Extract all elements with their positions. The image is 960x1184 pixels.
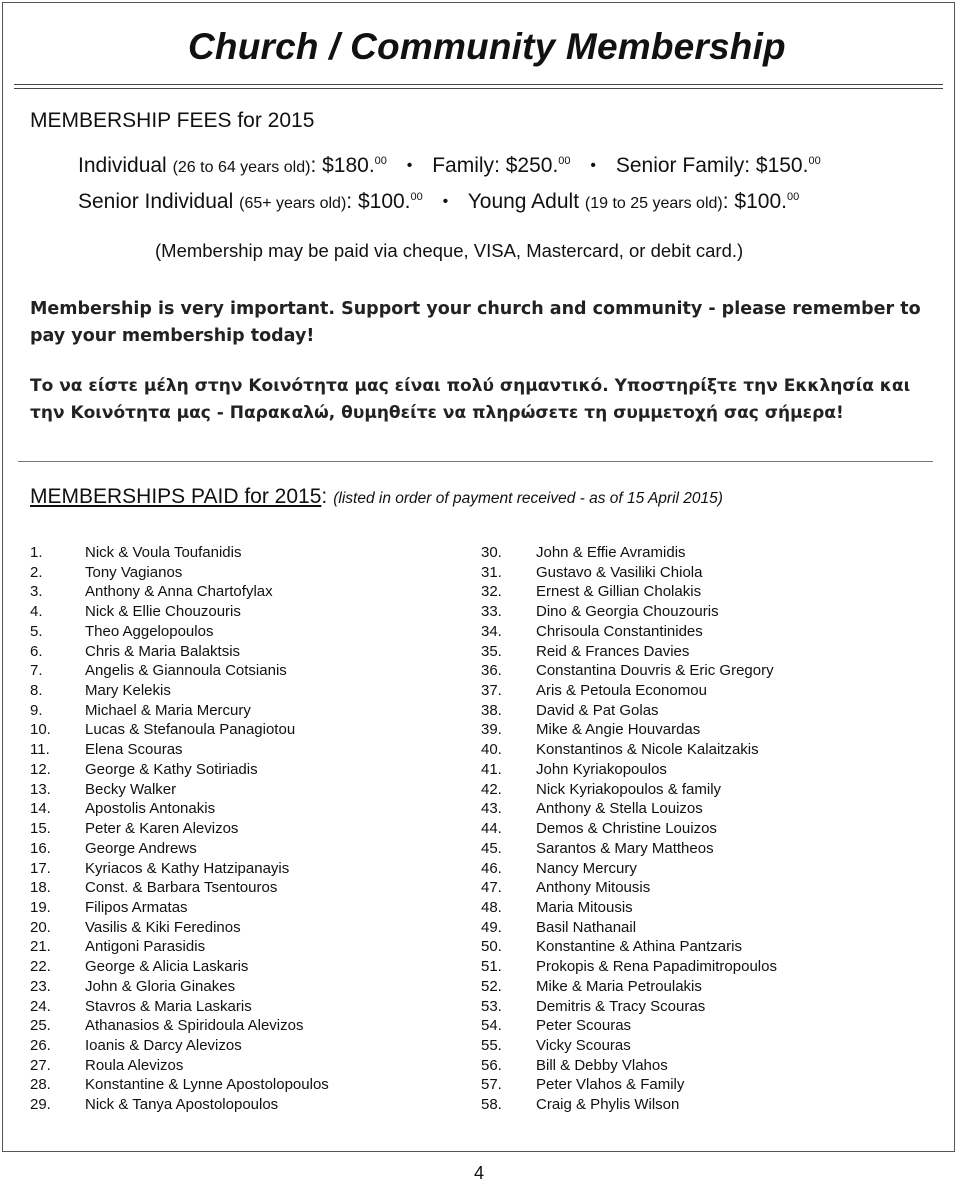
member-number: 52. [481, 977, 502, 995]
member-number: 4. [30, 603, 43, 621]
member-number: 21. [30, 938, 51, 956]
fee-family: Family: $250.00 [432, 154, 571, 177]
member-entry [30, 1036, 329, 1056]
member-name: Anthony & Stella Louizos [536, 800, 703, 818]
member-number: 45. [481, 839, 502, 857]
member-name: Nick Kyriakopoulos & family [536, 780, 722, 798]
member-name: Bill & Debby Vlahos [536, 1056, 668, 1074]
member-number: 28. [30, 1076, 51, 1094]
member-name: Peter Vlahos & Family [536, 1076, 685, 1094]
member-entry [481, 543, 777, 563]
member-entry [481, 799, 777, 819]
importance-paragraph-greek: Το να είστε μέλη στην Κοινότητα μας είναι πολύ σημαντικό. Υποστηρίξτε την Εκκλησία και την Κοινότητα μας - Παρακαλώ, θυμηθείτε να πληρώσετε τη συμμετοχή σας σήμερα! [30, 376, 911, 423]
member-entry [481, 1056, 777, 1076]
member-number: 55. [481, 1036, 502, 1054]
member-number: 38. [481, 701, 502, 719]
member-entry [481, 918, 777, 938]
member-name: George Andrews [85, 839, 197, 857]
members-list-right [481, 543, 777, 1115]
member-entry [481, 780, 777, 800]
member-name: Elena Scouras [85, 741, 183, 759]
member-entry [30, 582, 329, 602]
member-number: 9. [30, 701, 43, 719]
member-name: Ioanis & Darcy Alevizos [85, 1036, 242, 1054]
member-entry [481, 760, 777, 780]
member-entry [481, 1036, 777, 1056]
member-name: Maria Mitousis [536, 898, 633, 916]
page-number: 4 [474, 1163, 485, 1183]
member-number: 50. [481, 938, 502, 956]
member-number: 30. [481, 544, 502, 561]
member-name: Konstantinos & Nicole Kalaitzakis [536, 741, 759, 759]
member-number: 46. [481, 859, 502, 877]
member-name: Anthony & Anna Chartofylax [85, 583, 273, 601]
member-number: 14. [30, 800, 51, 818]
member-entry [30, 859, 329, 879]
title-divider [14, 84, 943, 89]
member-name: Reid & Frances Davies [536, 642, 690, 660]
bullet-separator: • [590, 157, 596, 174]
member-name: Prokopis & Rena Papadimitropoulos [536, 958, 777, 976]
member-number: 44. [481, 820, 502, 838]
member-number: 51. [481, 958, 502, 976]
member-number: 31. [481, 563, 502, 581]
member-entry [30, 1016, 329, 1036]
member-name: Nancy Mercury [536, 859, 637, 877]
member-number: 19. [30, 898, 51, 916]
member-entry [30, 918, 329, 938]
member-number: 42. [481, 780, 502, 798]
member-entry [30, 661, 329, 681]
member-entry [481, 642, 777, 662]
member-name: John & Effie Avramidis [536, 544, 686, 561]
member-number: 2. [30, 563, 43, 581]
member-name: Craig & Phylis Wilson [536, 1096, 680, 1114]
member-name: Michael & Maria Mercury [85, 701, 251, 719]
member-entry [30, 543, 329, 563]
member-number: 17. [30, 859, 51, 877]
member-entry [30, 1056, 329, 1076]
member-number: 32. [481, 583, 502, 601]
member-entry [481, 740, 777, 760]
member-number: 58. [481, 1096, 502, 1114]
member-number: 47. [481, 879, 502, 897]
member-number: 13. [30, 780, 51, 798]
member-number: 22. [30, 958, 51, 976]
member-entry [30, 957, 329, 977]
member-name: Dino & Georgia Chouzouris [536, 603, 719, 621]
member-entry [481, 661, 777, 681]
member-entry [30, 760, 329, 780]
member-number: 11. [30, 741, 50, 759]
member-name: Tony Vagianos [85, 563, 183, 581]
member-entry [30, 839, 329, 859]
member-name: Demos & Christine Louizos [536, 820, 717, 838]
member-name: Nick & Ellie Chouzouris [85, 603, 241, 621]
member-name: John Kyriakopoulos [536, 760, 667, 778]
member-number: 12. [30, 760, 51, 778]
member-name: Antigoni Parasidis [85, 938, 206, 956]
member-name: Basil Nathanail [536, 918, 637, 936]
member-entry [481, 563, 777, 583]
member-number: 8. [30, 682, 43, 700]
member-entry [30, 1075, 329, 1095]
member-entry [30, 602, 329, 622]
member-name: Chrisoula Constantinides [536, 622, 703, 640]
member-name: Chris & Maria Balaktsis [85, 642, 241, 660]
member-entry [481, 878, 777, 898]
member-name: Sarantos & Mary Mattheos [536, 839, 714, 857]
member-name: Angelis & Giannoula Cotsianis [85, 662, 287, 680]
member-number: 39. [481, 721, 502, 739]
member-name: Lucas & Stefanoula Panagiotou [85, 721, 296, 739]
member-name: Becky Walker [85, 780, 177, 798]
members-list-left [30, 543, 329, 1115]
member-number: 27. [30, 1056, 51, 1074]
member-entry [481, 602, 777, 622]
member-number: 56. [481, 1056, 502, 1074]
paid-heading: MEMBERSHIPS PAID for 2015: (listed in order of payment received - as of 15 April 2015) [30, 485, 723, 508]
member-number: 35. [481, 642, 502, 660]
member-entry [481, 819, 777, 839]
member-name: Peter Scouras [536, 1017, 632, 1035]
member-number: 34. [481, 622, 502, 640]
member-number: 29. [30, 1096, 51, 1114]
member-number: 20. [30, 918, 51, 936]
member-entry [30, 1095, 329, 1115]
fee-line-2 [78, 190, 799, 214]
member-entry [30, 780, 329, 800]
fees-heading: MEMBERSHIP FEES for 2015 [30, 109, 315, 132]
member-entry [30, 740, 329, 760]
member-entry [481, 937, 777, 957]
member-name: Athanasios & Spiridoula Alevizos [85, 1017, 304, 1035]
member-number: 40. [481, 741, 502, 759]
fee-young-adult: Young Adult (19 to 25 years old): $100.00 [467, 190, 800, 213]
member-number: 37. [481, 682, 502, 700]
member-entry [481, 1075, 777, 1095]
member-number: 26. [30, 1036, 51, 1054]
member-name: Kyriacos & Kathy Hatzipanayis [85, 859, 290, 877]
section-divider [18, 461, 933, 462]
member-number: 5. [30, 622, 43, 640]
member-number: 24. [30, 997, 51, 1015]
member-name: Gustavo & Vasiliki Chiola [536, 563, 703, 581]
member-number: 53. [481, 997, 502, 1015]
member-number: 3. [30, 583, 43, 601]
member-number: 10. [30, 721, 51, 739]
fee-senior-individual: Senior Individual (65+ years old): $100.00 [78, 190, 423, 213]
member-number: 54. [481, 1017, 502, 1035]
member-name: Peter & Karen Alevizos [85, 820, 239, 838]
member-entry [481, 898, 777, 918]
paid-heading-note: (listed in order of payment received - as of 15 April 2015) [333, 490, 723, 507]
member-entry [30, 720, 329, 740]
member-number: 33. [481, 603, 502, 621]
member-number: 48. [481, 898, 502, 916]
fee-senior-family: Senior Family: $150.00 [615, 154, 821, 177]
member-name: Aris & Petoula Economou [536, 682, 707, 700]
member-entry [481, 957, 777, 977]
member-entry [30, 642, 329, 662]
member-name: Theo Aggelopoulos [85, 622, 214, 640]
member-entry [30, 819, 329, 839]
member-name: Vasilis & Kiki Feredinos [85, 918, 241, 936]
member-entry [30, 799, 329, 819]
member-name: Const. & Barbara Tsentouros [85, 879, 278, 897]
member-entry [481, 720, 777, 740]
member-entry [30, 681, 329, 701]
member-name: Ernest & Gillian Cholakis [536, 583, 702, 601]
member-entry [30, 997, 329, 1017]
bullet-separator: • [406, 157, 413, 174]
member-entry [30, 701, 329, 721]
member-name: Vicky Scouras [536, 1036, 631, 1054]
member-number: 49. [481, 918, 502, 936]
member-entry [30, 878, 329, 898]
member-entry [30, 977, 329, 997]
member-number: 16. [30, 839, 51, 857]
member-name: Apostolis Antonakis [85, 800, 216, 818]
member-entry [481, 582, 777, 602]
member-entry [30, 622, 329, 642]
member-number: 41. [481, 760, 502, 778]
member-name: Mary Kelekis [85, 682, 171, 700]
member-number: 25. [30, 1017, 51, 1035]
member-number: 7. [30, 662, 43, 680]
member-name: Filipos Armatas [85, 898, 188, 916]
member-name: George & Alicia Laskaris [85, 958, 249, 976]
member-name: Constantina Douvris & Eric Gregory [536, 662, 774, 680]
member-entry [481, 997, 777, 1017]
member-name: Anthony Mitousis [536, 879, 651, 897]
bullet-separator: • [442, 193, 449, 210]
member-number: 23. [30, 977, 51, 995]
member-entry [30, 937, 329, 957]
member-name: John & Gloria Ginakes [85, 977, 236, 995]
fee-line-1 [78, 154, 821, 178]
member-name: Nick & Tanya Apostolopoulos [85, 1096, 279, 1114]
payment-methods-note: (Membership may be paid via cheque, VISA, Mastercard, or debit card.) [155, 240, 744, 261]
member-number: 43. [481, 800, 502, 818]
member-entry [30, 898, 329, 918]
member-entry [481, 1016, 777, 1036]
member-name: George & Kathy Sotiriadis [85, 760, 258, 778]
member-entry [481, 622, 777, 642]
member-name: Stavros & Maria Laskaris [85, 997, 252, 1015]
member-name: Mike & Maria Petroulakis [536, 977, 702, 995]
page-title: Church / Community Membership [188, 26, 786, 67]
member-entry [481, 701, 777, 721]
member-number: 18. [30, 879, 51, 897]
member-number: 36. [481, 662, 502, 680]
member-name: Konstantine & Lynne Apostolopoulos [85, 1076, 329, 1094]
paid-heading-title: MEMBERSHIPS PAID for 2015 [30, 485, 322, 508]
member-name: David & Pat Golas [536, 701, 659, 719]
fee-individual: Individual (26 to 64 years old): $180.00 [78, 154, 387, 177]
member-number: 1. [30, 544, 43, 561]
member-name: Nick & Voula Toufanidis [85, 544, 242, 561]
member-entry [481, 1095, 777, 1115]
member-number: 57. [481, 1076, 502, 1094]
member-entry [481, 977, 777, 997]
member-entry [481, 859, 777, 879]
member-entry [481, 839, 777, 859]
member-name: Roula Alevizos [85, 1056, 184, 1074]
member-entry [30, 563, 329, 583]
member-number: 6. [30, 642, 43, 660]
importance-paragraph-english: Membership is very important. Support your church and community - please remember to pay your membership today! [30, 299, 921, 346]
member-name: Demitris & Tracy Scouras [536, 997, 706, 1015]
member-name: Konstantine & Athina Pantzaris [536, 938, 742, 956]
member-number: 15. [30, 820, 51, 838]
member-entry [481, 681, 777, 701]
member-name: Mike & Angie Houvardas [536, 721, 701, 739]
